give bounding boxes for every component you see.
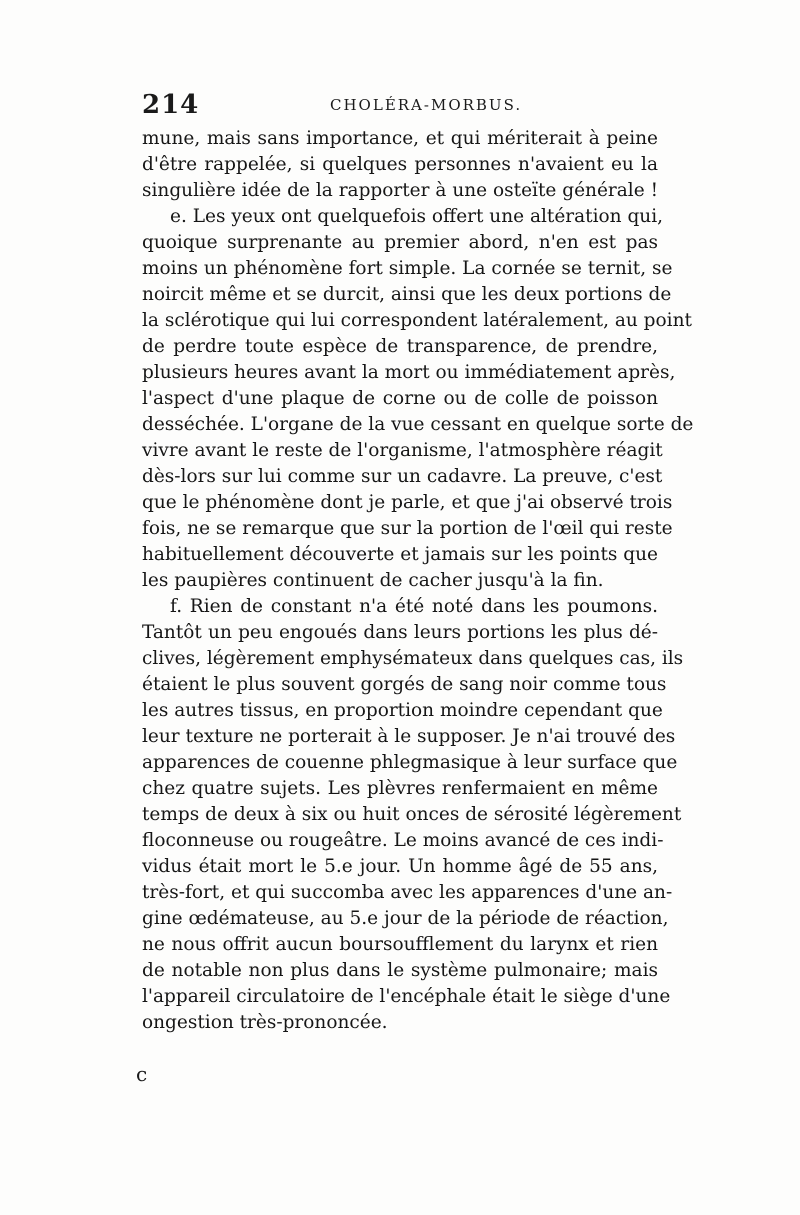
text-line: ongestion très-prononcée. (142, 1012, 388, 1033)
body-text (142, 126, 694, 1036)
text-line: dès-lors sur lui comme sur un cadavre. La preuve, c'est (142, 466, 663, 487)
text-line: d'être rappelée, si quelques personnes n'avaient eu la (142, 154, 658, 175)
text-line: plusieurs heures avant la mort ou immédiatement après, (142, 362, 676, 383)
text-line: noircit même et se durcit, ainsi que les deux portions de (142, 284, 672, 305)
text-line: temps de deux à six ou huit onces de sérosité légèrement (142, 804, 682, 825)
text-line: habituellement découverte et jamais sur les points que (142, 544, 658, 565)
text-line: ne nous offrit aucun boursoufflement du larynx et rien (142, 934, 658, 955)
running-title: CHOLÉRA-MORBUS. (330, 96, 523, 114)
text-line: apparences de couenne phlegmasique à leur surface que (142, 752, 678, 773)
text-line: Tantôt un peu engoués dans leurs portions les plus dé- (142, 622, 658, 643)
text-line: les paupières continuent de cacher jusqu'à la fin. (142, 570, 604, 591)
text-line: que le phénomène dont je parle, et que j'ai observé trois (142, 492, 673, 513)
text-line: gine œdémateuse, au 5.e jour de la période de réaction, (142, 908, 669, 929)
text-line: étaient le plus souvent gorgés de sang noir comme tous (142, 674, 667, 695)
text-line: l'appareil circulatoire de l'encéphale était le siège d'une (142, 986, 671, 1007)
text-line: singulière idée de la rapporter à une osteïte générale ! (142, 180, 658, 201)
text-line: f. Rien de constant n'a été noté dans les poumons. (170, 596, 658, 617)
running-head (142, 90, 662, 124)
text-line: vidus était mort le 5.e jour. Un homme âgé de 55 ans, (142, 856, 658, 877)
signature-mark: c (136, 1062, 148, 1086)
text-line: de notable non plus dans le système pulmonaire; mais (142, 960, 658, 981)
text-line: chez quatre sujets. Les plèvres renfermaient en même (142, 778, 658, 799)
text-line: vivre avant le reste de l'organisme, l'atmosphère réagit (142, 440, 663, 461)
text-line: très-fort, et qui succomba avec les apparences d'une an- (142, 882, 673, 903)
text-line: clives, légèrement emphysémateux dans quelques cas, ils (142, 648, 684, 669)
text-line: desséchée. L'organe de la vue cessant en quelque sorte de (142, 414, 694, 435)
text-line: leur texture ne porterait à le supposer. Je n'ai trouvé des (142, 726, 676, 747)
text-line: floconneuse ou rougeâtre. Le moins avancé de ces indi- (142, 830, 664, 851)
text-line: l'aspect d'une plaque de corne ou de colle de poisson (142, 388, 658, 409)
text-line: la sclérotique qui lui correspondent latéralement, au point (142, 310, 692, 331)
text-line: les autres tissus, en proportion moindre cependant que (142, 700, 663, 721)
text-line: mune, mais sans importance, et qui mériterait à peine (142, 128, 658, 149)
text-line: quoique surprenante au premier abord, n'en est pas (142, 232, 658, 253)
text-line: e. Les yeux ont quelquefois offert une altération qui, (170, 206, 664, 227)
text-line: moins un phénomène fort simple. La cornée se ternit, se (142, 258, 673, 279)
page-number: 214 (142, 90, 200, 120)
text-line: fois, ne se remarque que sur la portion de l'œil qui reste (142, 518, 673, 539)
text-line: de perdre toute espèce de transparence, de prendre, (142, 336, 658, 357)
